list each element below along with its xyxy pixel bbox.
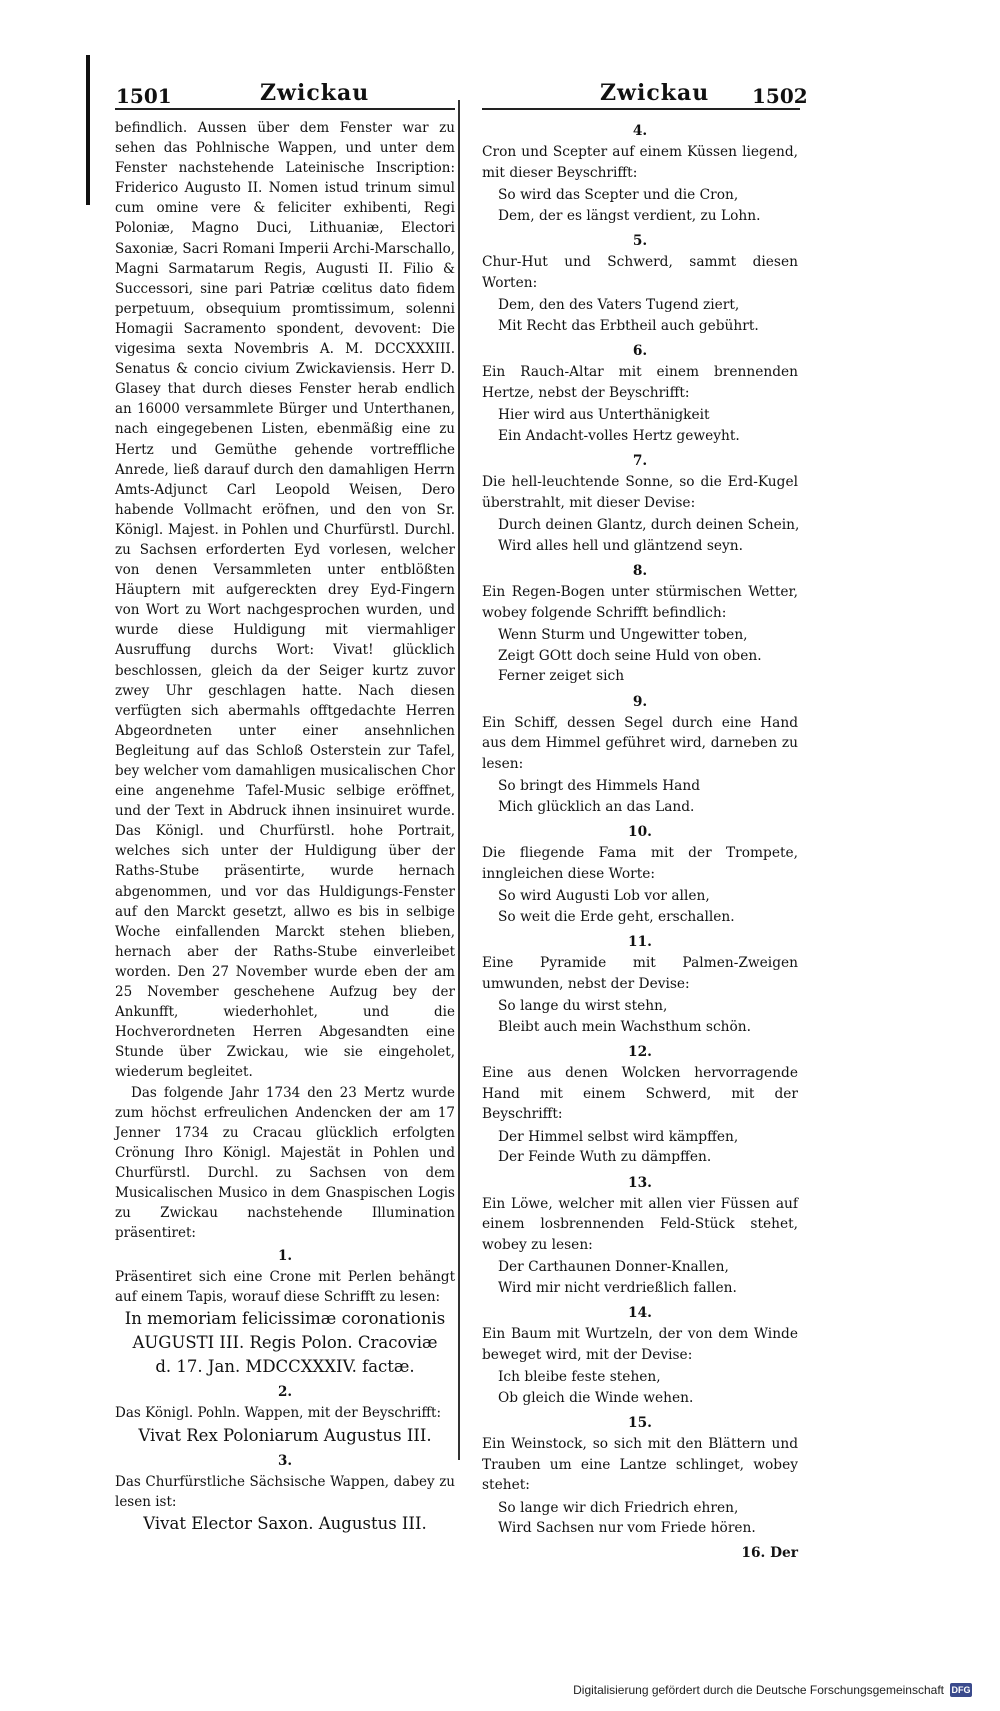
verse-block bbox=[498, 776, 798, 817]
item-number: 13. bbox=[628, 1174, 652, 1191]
item-text: Präsentiret sich eine Crone mit Perlen behängt auf einem Tapis, worauf diese Schrifft zu lesen: bbox=[115, 1269, 455, 1306]
verse-line: So weit die Erde geht, erschallen. bbox=[498, 908, 735, 925]
header-rule-left bbox=[115, 108, 455, 110]
right-running-head: Zwickau bbox=[600, 80, 710, 106]
verse-line: Ein Andacht-volles Hertz geweyht. bbox=[498, 427, 740, 444]
verse-line: Wird mir nicht verdrießlich fallen. bbox=[498, 1279, 737, 1296]
item-text: Ein Regen-Bogen unter stürmischen Wetter, wobey folgende Schrifft befindlich: bbox=[482, 584, 798, 621]
verse-block bbox=[498, 1498, 798, 1539]
item-text: Die hell-leuchtende Sonne, so die Erd-Kugel überstrahlt, mit dieser Devise: bbox=[482, 474, 798, 511]
verse-block bbox=[498, 185, 798, 226]
item-number: 14. bbox=[628, 1305, 652, 1321]
verse-line: Der Feinde Wuth zu dämpffen. bbox=[498, 1149, 712, 1165]
dfg-logo-icon: DFG bbox=[951, 1685, 971, 1695]
verse-line: Wird Sachsen nur vom Friede hören. bbox=[498, 1520, 756, 1536]
item-text: Ein Löwe, welcher mit allen vier Füssen auf einem losbrennenden Feld-Stück stehet, wobey zu lesen: bbox=[482, 1195, 798, 1253]
right-page-number: 1502 bbox=[752, 84, 808, 108]
verse-line: So wird das Scepter und die Cron, bbox=[498, 187, 739, 203]
verse-line: Wird alles hell und gläntzend seyn. bbox=[498, 537, 744, 554]
item-number: 10. bbox=[628, 824, 652, 840]
item-text: Ein Schiff, dessen Segel durch eine Hand aus dem Himmel geführet wird, darneben zu lesen: bbox=[482, 714, 798, 772]
verse-line: Dem, der es längst verdient, zu Lohn. bbox=[498, 207, 761, 224]
item-number: 4. bbox=[632, 123, 648, 139]
item-number: 3. bbox=[277, 1452, 293, 1469]
item-text: Eine aus denen Wolcken hervorragende Hand mit einem Schwerd, mit der Beyschrifft: bbox=[482, 1065, 798, 1122]
verse-line: Durch deinen Glantz, durch deinen Schein, bbox=[498, 517, 800, 533]
verse-line: Ob gleich die Winde wehen. bbox=[498, 1389, 694, 1406]
left-column bbox=[115, 118, 455, 1536]
item-number: 5. bbox=[632, 233, 648, 249]
verse-line: So lange wir dich Friedrich ehren, bbox=[498, 1499, 739, 1516]
illumination-items bbox=[482, 120, 798, 1539]
catchword: 16. Der bbox=[741, 1544, 798, 1561]
item-text: Cron und Scepter auf einem Küssen liegend, mit dieser Beyschrifft: bbox=[482, 144, 798, 181]
verse-block bbox=[498, 886, 798, 927]
item-text: Ein Weinstock, so sich mit den Blättern und Trauben um eine Lantze schlinget, wobey stehet: bbox=[482, 1436, 798, 1493]
item-text: Chur-Hut und Schwerd, sammt diesen Worten: bbox=[482, 254, 798, 291]
item-text: Eine Pyramide mit Palmen-Zweigen umwunden, nebst der Devise: bbox=[482, 955, 798, 992]
verse-line: Zeigt GOtt doch seine Huld von oben. bbox=[498, 647, 762, 664]
verse-line: Der Carthaunen Donner-Knallen, bbox=[498, 1259, 729, 1275]
verse-block bbox=[498, 405, 798, 446]
item-number: 11. bbox=[628, 934, 652, 950]
item-text: Ein Baum mit Wurtzeln, der von dem Winde beweget wird, mit der Devise: bbox=[482, 1326, 798, 1363]
intro-paragraph: befindlich. Aussen über dem Fenster war zu sehen das Pohlnische Wappen, und unter dem Fenster nachstehende Lateinische Inscription: Friderico Augusto II. Nomen istud trinum simul cum omine vere & feliciter exhibenti, Regi Poloniæ, Magno Duci, Lithuaniæ, Electori Saxoniæ, Sacri Romani Imperii Archi-Marschallo, Magni Sarmatarum Regis, Augusti II. Filio & Successori, sine pari Patriæ cœlitus dato fidem perpetuum, obsequium promtissimum, solenni Homagii Sacramento spondent, devovent: Die vigesima sexta Novembris A. M. DCCXXXIII. Senatus & concio civium Zwickaviensis. Herr D. Glasey that durch dieses Fenster herab endlich an 16000 versammlete Bürger und Unterthanen, nach eingegebenen Listen, ebenmäßig eine zu Hertz und Gemüthe gehende vortreffliche Anrede, ließ darauf durch den damahligen Herrn Amts-Adjunct Carl Leopold Weisen, Dero habende Vollmacht eröfnen, und den von Sr. Königl. Majest. in Pohlen und Churfürstl. Durchl. zu Sachsen erforderten Eyd vorlesen, welcher von denen Versammleten unter entblößten Häuptern mit aufgereckten drey Eyd-Fingern von Wort zu Wort nachgesprochen wurden, und wurde diese Huldigung mit viermahliger Ausruffung durchs Wort: Vivat! glücklich beschlossen, gleich da der Seiger kurtz zuvor zwey Uhr geschlagen hatte. Nach diesen verfügten sich abermahls offtgedachte Herren Abgeordneten unter einer ansehnlichen Begleitung auf das Schloß Osterstein zur Tafel, bey welcher vom damahligen musicalischen Chor eine angenehme Tafel-Music selbige eröffnet, und der Text in Abdruck ihnen insinuiret wurde. Das Königl. und Churfürstl. hohe Portrait, welches sich unter der Huldigung über der Raths-Stube präsentirte, wurde hernach abgenommen, und vor das Huldigungs-Fenster auf den Marckt gesetzt, allwo es bis in selbige Woche einfallenden Marckt stehen blieben, hernach aber der Raths-Stube einverleibet worden. Den 27 November wurde eben der am 25 November geschehene Aufzug bey der Ankunfft, wiederhohlet, und die Hochverordneten Herren Abgesandten eine Stunde über Zwickau, wie sie eingeholet, wiederum begleitet. bbox=[115, 120, 455, 1081]
item-text: Die fliegende Fama mit der Trompete, inngleichen diese Worte: bbox=[482, 845, 798, 882]
left-running-head: Zwickau bbox=[260, 80, 370, 106]
verse-block bbox=[498, 996, 798, 1037]
verse-block bbox=[498, 1257, 798, 1298]
verse-line: Dem, den des Vaters Tugend ziert, bbox=[498, 297, 740, 313]
item-number: 12. bbox=[628, 1044, 652, 1060]
item-text: Ein Rauch-Altar mit einem brennenden Hertze, nebst der Beyschrifft: bbox=[482, 364, 798, 401]
digitization-credit bbox=[573, 1683, 972, 1697]
verse-line: So lange du wirst stehn, bbox=[498, 998, 668, 1014]
verse-block bbox=[498, 1367, 798, 1408]
verse-line: So bringt des Himmels Hand bbox=[498, 778, 701, 794]
verse-line: Der Himmel selbst wird kämpffen, bbox=[498, 1128, 739, 1145]
item-number: 1. bbox=[277, 1248, 293, 1265]
latin-inscription: Vivat Rex Poloniarum Augustus III. bbox=[138, 1425, 432, 1445]
left-page-number: 1501 bbox=[116, 84, 172, 108]
item-number: 7. bbox=[632, 453, 648, 469]
item-number: 15. bbox=[628, 1415, 652, 1431]
item-text: Das Churfürstliche Sächsische Wappen, dabey zu lesen ist: bbox=[115, 1473, 455, 1510]
credit-text: Digitalisierung gefördert durch die Deutsche Forschungsgemeinschaft bbox=[573, 1683, 944, 1697]
item-text: Das Königl. Pohln. Wappen, mit der Beyschrifft: bbox=[115, 1405, 442, 1422]
verse-block bbox=[498, 1127, 798, 1168]
verse-line: Wenn Sturm und Ungewitter toben, bbox=[498, 627, 748, 643]
verse-line: So wird Augusti Lob vor allen, bbox=[498, 888, 710, 904]
verse-line: Mich glücklich an das Land. bbox=[498, 798, 695, 815]
verse-line: Hier wird aus Unterthänigkeit bbox=[498, 407, 710, 423]
margin-rule bbox=[86, 55, 90, 205]
header-rule-right bbox=[482, 108, 800, 110]
verse-line: Ferner zeiget sich bbox=[498, 668, 625, 684]
verse-line: Ich bleibe feste stehen, bbox=[498, 1369, 661, 1385]
latin-inscription: AUGUSTI III. Regis Polon. Cracoviæ bbox=[132, 1333, 438, 1353]
second-paragraph: Das folgende Jahr 1734 den 23 Mertz wurde zum höchst erfreulichen Andencken der am 17 Jenner 1734 zu Cracau glücklich erfolgten Crönung Ihro Königl. Majestät in Pohlen und Churfürstl. Durchl. zu Sachsen von dem Musicalischen Musico in dem Gnaspischen Logis zu Zwickau nachstehende Illumination präsentiret: bbox=[115, 1084, 455, 1242]
item-number: 8. bbox=[632, 563, 648, 579]
verse-block bbox=[498, 625, 798, 687]
right-column bbox=[482, 118, 798, 1563]
verse-block bbox=[498, 295, 798, 336]
item-number: 9. bbox=[632, 693, 648, 710]
item-number: 2. bbox=[277, 1384, 293, 1401]
verse-line: Bleibt auch mein Wachsthum schön. bbox=[498, 1018, 752, 1035]
latin-inscription: Vivat Elector Saxon. Augustus III. bbox=[143, 1513, 427, 1533]
latin-inscription: In memoriam felicissimæ coronationis bbox=[124, 1309, 446, 1329]
verse-line: Mit Recht das Erbtheil auch gebührt. bbox=[498, 317, 759, 334]
verse-block bbox=[498, 515, 798, 556]
item-number: 6. bbox=[632, 343, 648, 359]
column-divider bbox=[458, 100, 460, 1460]
latin-inscription: d. 17. Jan. MDCCXXXIV. factæ. bbox=[155, 1357, 415, 1377]
